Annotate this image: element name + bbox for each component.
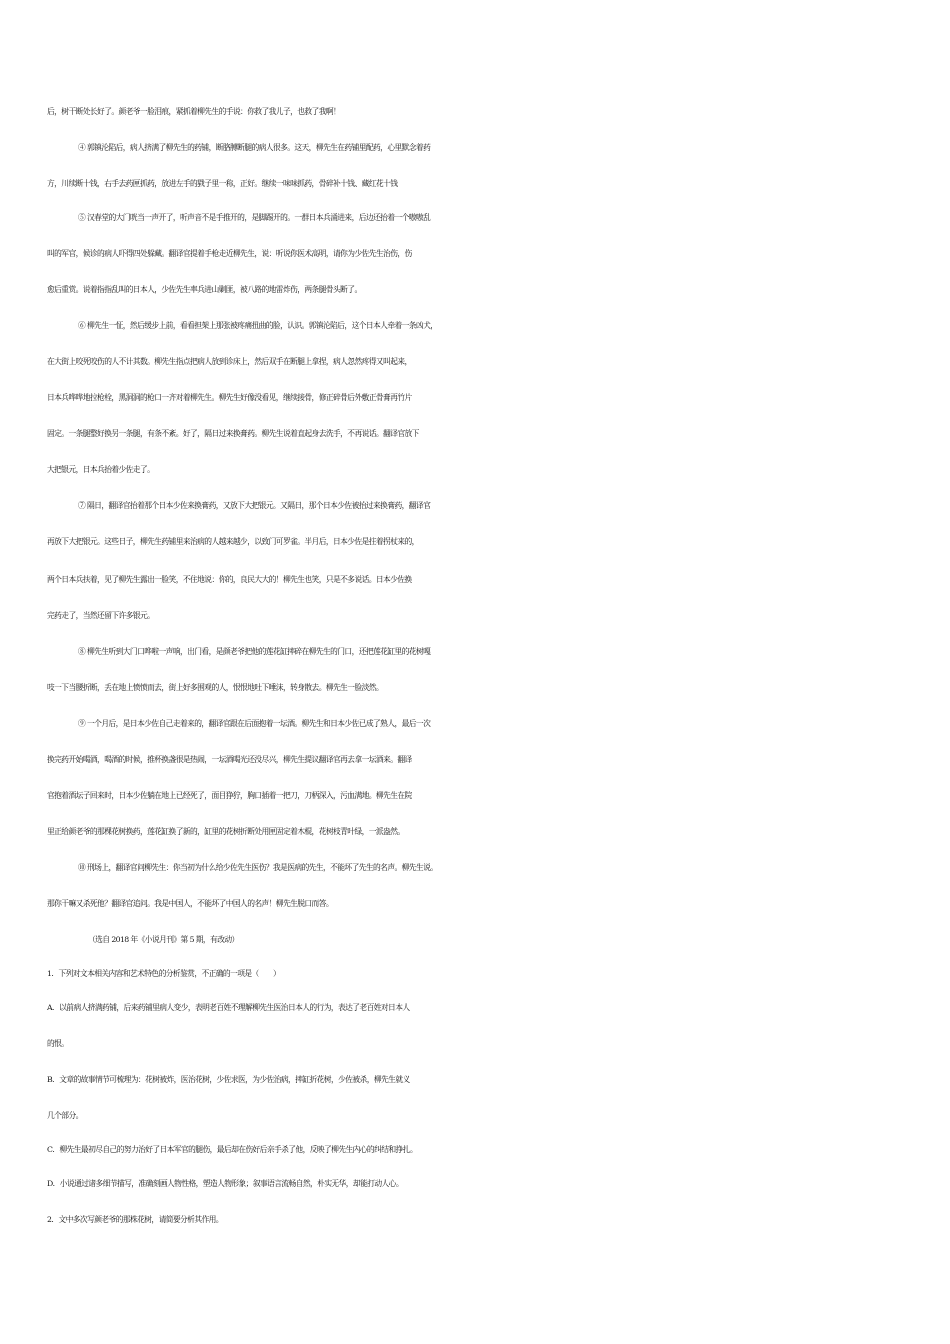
text-line: 叫的军官，候诊的病人吓得四处躲藏。翻译官提着手枪走近柳先生，说：听说你医术高明，请你为少佐先生治伤，伤 <box>47 249 412 258</box>
text-line: 再放下大把银元。这些日子，柳先生药铺里来治病的人越来越少，以致门可罗雀。半月后，日本少佐是拄着拐杖来的， <box>47 537 419 546</box>
paragraph-9: ⑨ 一个月后，是日本少佐自己走着来的，翻译官跟在后面抱着一坛酒。柳先生和日本少佐已成了熟人，最后一次 <box>78 719 431 728</box>
text-line: 换完药开始喝酒，喝酒的时候，推杯换盏很是热闹，一坛酒喝光还没尽兴，柳先生提议翻译官再去拿一坛酒来。翻译 <box>47 755 412 764</box>
paragraph-10: ⑩ 刑场上，翻译官问柳先生：你当初为什么给少佐先生医伤？我是医病的先生，不能坏了先生的名声。柳先生说。 <box>78 863 438 872</box>
option-d: D．小说通过诸多细节描写，准确刻画人物性格，塑造人物形象；叙事语言流畅自然，朴实无华，却能打动人心。 <box>47 1179 403 1188</box>
text-line: 吱一下当腰折断，丢在地上愤愤而去，街上好多围观的人，恨恨地吐下唾沫，转身散去。柳先生一脸淡然。 <box>47 683 384 692</box>
text-line: 愈后重赏。说着指指乱叫的日本人，少佐先生率兵进山剿匪，被八路的地雷炸伤，两条腿骨头断了。 <box>47 285 362 294</box>
text-line: 官抱着酒坛子回来时，日本少佐躺在地上已经死了，面目狰狞，胸口插着一把刀，刀柄深入，污血满地。柳先生在院 <box>47 791 412 800</box>
option-a: A．以前病人挤满药铺，后来药铺里病人变少，表明老百姓不理解柳先生医治日本人的行为，表达了老百姓对日本人 <box>47 1003 410 1012</box>
text-line: 后，树干断处长好了。颜老爷一脸泪痕，紧抓着柳先生的手说：你救了我儿子，也救了我啊！ <box>47 107 341 116</box>
text-line: 方，川续断十钱，右手去药匣抓药，放进左手的戥子里一称，正好。继续一味味抓药，骨碎补十钱、藏红花十钱 <box>47 179 398 188</box>
option-a-cont: 的恨。 <box>47 1039 69 1048</box>
text-line: 那你干嘛又杀死他？翻译官追问。我是中国人，不能坏了中国人的名声！柳先生脱口而答。 <box>47 899 334 908</box>
question-1: 1．下列对文本相关内容和艺术特色的分析鉴赏，不正确的一项是（ ） <box>47 969 281 978</box>
option-b: B．文章的故事情节可梳理为：花树被炸，医治花树，少佐求医，为少佐治病，摔缸折花树，少佐被杀，柳先生就义 <box>47 1075 410 1084</box>
source-note: （选自 2018 年《小说月刊》第 5 期，有改动） <box>88 935 239 944</box>
paragraph-6: ⑥ 柳先生一怔，然后缓步上前，看看担架上那张被疼痛扭曲的脸，认识。郭镇沦陷后，这个日本人牵着一条凶犬， <box>78 321 438 330</box>
question-2: 2．文中多次写颜老爷的那株花树，请简要分析其作用。 <box>47 1215 223 1224</box>
text-line: 日本兵哗哗地拉枪栓，黑洞洞的枪口一齐对着柳先生。柳先生好像没看见，继续接骨，修正碎骨后外敷正骨膏再竹片 <box>47 393 412 402</box>
paragraph-5: ⑤ 汉春堂的大门咣当一声开了，听声音不是手推开的，是脚踢开的。一群日本兵涌进来，后边还抬着一个嗷嗷乱 <box>78 213 431 222</box>
text-line: 在大街上咬死咬伤的人不计其数。柳先生指点把病人放到诊床上，然后双手在断腿上拿捏，病人忽然疼得又叫起来， <box>47 357 412 366</box>
text-line: 两个日本兵扶着，见了柳先生露出一脸笑，不住地说：你的，良民大大的！柳先生也笑，只是不多说话。日本少佐换 <box>47 575 412 584</box>
paragraph-7: ⑦ 隔日，翻译官抬着那个日本少佐来换膏药，又放下大把银元。又隔日，那个日本少佐被抬过来换膏药，翻译官 <box>78 501 431 510</box>
text-line: 固定。一条腿整好换另一条腿，有条不紊。好了，隔日过来换膏药。柳先生说着直起身去洗手，不再说话。翻译官放下 <box>47 429 419 438</box>
paragraph-8: ⑧ 柳先生听到大门口哗啦一声响，出门看，是颜老爷把他的莲花缸摔碎在柳先生的门口，还把莲花缸里的花树嘎 <box>78 647 431 656</box>
paragraph-4: ④ 郭镇沦陷后，病人挤满了柳先生的药铺，断胳膊断腿的病人很多。这天，柳先生在药铺里配药，心里默念着药 <box>78 143 431 152</box>
text-line: 大把银元，日本兵抬着少佐走了。 <box>47 465 155 474</box>
option-b-cont: 几个部分。 <box>47 1111 83 1120</box>
option-c: C．柳先生最初尽自己的努力治好了日本军官的腿伤，最后却在伤好后亲手杀了他，反映了柳先生内心的纠结和挣扎。 <box>47 1145 417 1154</box>
text-line: 完药走了，当然还留下许多银元。 <box>47 611 155 620</box>
text-line: 里正给颜老爷的那棵花树换药，莲花缸换了新的，缸里的花树折断处用匣固定着木棍，花树枝青叶绿，一派盎然。 <box>47 827 405 836</box>
